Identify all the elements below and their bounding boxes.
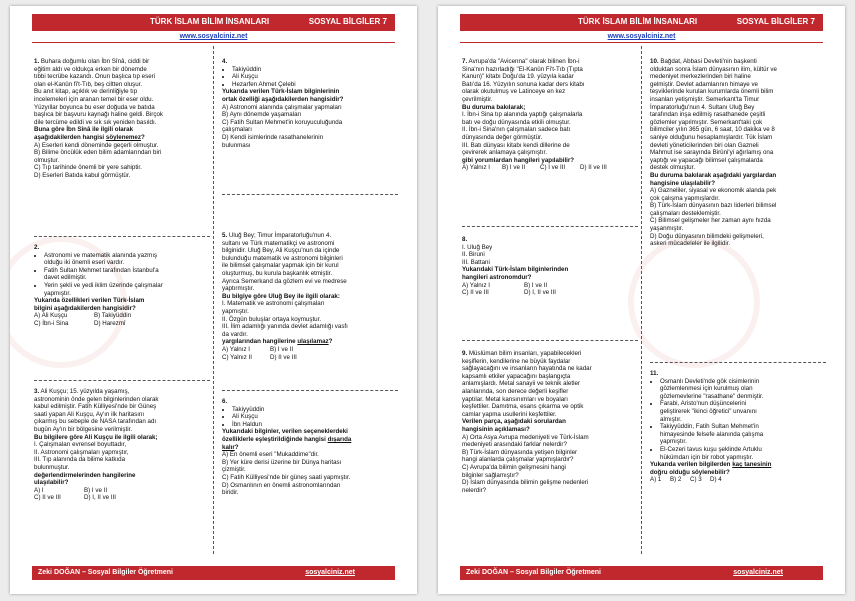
option-a[interactable]: A) 1 xyxy=(650,476,662,484)
option-b[interactable]: B) Türk-İslam dünyasında yetişen bilginler xyxy=(462,448,578,456)
page-footer xyxy=(460,566,823,580)
option-c[interactable]: C) Avrupa'da bilimin gelişmesini hangi xyxy=(462,463,566,471)
footer-site-link[interactable]: sosyalciniz.net xyxy=(305,569,355,576)
question-separator xyxy=(462,226,638,227)
option-d[interactable]: D) İslam dünyasında bilimin gelişme nedenleri xyxy=(462,479,589,487)
header-title: TÜRK İSLAM BİLİM İNSANLARI xyxy=(150,17,270,26)
question-separator xyxy=(462,340,638,341)
option-a[interactable]: A) Astronomi alanında çalışmalar yapmaları xyxy=(222,103,342,111)
option-b[interactable]: B) I ve II xyxy=(270,345,294,353)
site-link[interactable]: www.sosyalciniz.net xyxy=(179,33,248,40)
question-4: 4. • Takiyüddin • Ali Kuşçu • Hezarfen Ahmet Çelebi Yukarıda verilen Türk-İslam bilginlerinin ortak özelliği aşağıdakilerden hangisidir? A) Astronomi alanında çalışmalar yapmaları B) Aynı dönemde yaşamaları C) Fatih Sultan Mehmet'in koruyuculuğunda çalışmaları D) Kendi isimlerinde rasathanelerinin bulunması xyxy=(222,58,398,149)
option-a[interactable]: A) Yalnız I xyxy=(222,345,250,353)
footer-author: Zeki DOĞAN – Sosyal Bilgiler Öğretmeni xyxy=(466,569,601,576)
option-c[interactable]: C) II ve III xyxy=(34,494,61,502)
footer-site-link[interactable]: sosyalciniz.net xyxy=(733,569,783,576)
header-rule xyxy=(460,42,823,43)
option-a[interactable]: A) Yalnız I xyxy=(462,281,490,289)
option-a[interactable]: A) Gazneliler, siyasal ve ekonomik alanda pek xyxy=(650,187,777,195)
header-subject: SOSYAL BİLGİLER 7 xyxy=(736,17,815,26)
question-8: 8. I. Uluğ Bey II. Biruni III. Battani Yukarıdaki Türk-İslam bilginlerinden hangileri astronomdur? A) Yalnız I B) I ve II C) II ve III D) I, II ve III xyxy=(462,236,638,297)
site-link[interactable]: www.sosyalciniz.net xyxy=(607,33,676,40)
option-b[interactable]: B) Türk-İslam dünyasının bazı liderleri bilimsel xyxy=(650,202,777,210)
option-c[interactable]: C) 3 xyxy=(690,476,702,484)
column-divider xyxy=(641,46,642,554)
header-title: TÜRK İSLAM BİLİM İNSANLARI xyxy=(578,17,698,26)
page-footer xyxy=(32,566,395,580)
question-separator xyxy=(222,194,398,195)
question-7: 7. Avrupa'da "Avicenna" olarak bilinen İbn-i Sina'nın hazırladığı "El-Kanûn Fi't-Tıb (Tıpta Kanun)" kitabı Doğu'da 19. yüzyıla kadar Batı'da 16. Yüzyılın sonuna kadar ders kitabı olarak okutulmuş ve Latinceye en kez çevrilmiştir. Bu duruma bakılarak; I. İbn-i Sina tıp alanında yaptığı çalışmalarla batı ve doğu dünyasında etkili olmuştur. II. İbn-i Sina'nın çalışmaları sadece batı dünyasında değer görmüştür. III. Batı dünyası kitabı kendi dillerine de çevirerek anlamaya çalışmıştır. gibi yorumlardan hangileri yapılabilir? A) Yalnız I B) I ve II C) I ve III D) II ve III xyxy=(462,58,638,172)
question-11: 11. • Osmanlı Devleti'nde gök cisimlerinin gözlemlenmesi için kurulmuş olan gözlemevlerine "rasathane" denmiştir. • Farabi, Aristo'nun düşüncelerini geliştirerek "ikinci öğretici" unvanını almıştır. • Takiyyüddin, Fatih Sultan Mehmet'in himayesinde felsefe alanında çalışma yapmıştır. • El-Cezeri tavus kuşu şeklinde Artuklu hükümdarı için bir robot yapmıştır. Yukarıda verilen bilgilerden kaç tanesinin doğru olduğu söylenebilir? A) 1 B) 2 C) 3 D) 4 xyxy=(650,370,826,484)
option-a[interactable]: A) Orta Asya Avrupa medeniyeti ve Türk-İslam xyxy=(462,433,589,441)
footer-author: Zeki DOĞAN – Sosyal Bilgiler Öğretmeni xyxy=(38,569,173,576)
worksheet-page-2 xyxy=(438,6,845,594)
worksheet-page-1 xyxy=(10,6,417,594)
option-d[interactable]: D) II ve III xyxy=(580,164,607,172)
option-d[interactable]: D) I, II ve III xyxy=(524,289,556,297)
question-3: 3. Ali Kuşçu; 15. yüzyılda yaşamış, astronominin önde gelen bilginlerinden olarak kabul edilmiştir. Fatih Külliyesi'nde bir Güneş saati yapan Ali Kuşçu, Ay'ın ilk haritasını çıkarmış bu sebeple de NASA tarafından adı bugün Ay'ın bir bölgesine verilmiştir. Bu bilgilere göre Ali Kuşçu ile ilgili olarak; I. Çalışmaları evrensel boyuttadır, II. Astronomi çalışmaları yapmıştır, III. Tıp alanında da bilime katkıda bulunmuştur. değerlendirmelerinden hangilerine ulaşılabilir? A) I B) I ve II C) II ve III D) I, II ve III xyxy=(34,388,159,502)
option-d[interactable]: D) II ve III xyxy=(270,353,297,361)
option-b[interactable]: B) Yer küre derisi üzerine bir Dünya haritası xyxy=(222,458,342,466)
option-d[interactable]: D) Doğu dünyasının bilimdeki gelişmeleri, xyxy=(650,232,764,240)
option-b[interactable]: B) I ve II xyxy=(502,164,526,172)
watermark-seal xyxy=(628,236,760,368)
option-d[interactable]: D) Harezmî xyxy=(94,319,126,327)
question-1: 1. Buhara doğumlu olan İbn Sînâ, ciddi bir eğitim aldı ve oldukça erken bir dönemde tıbbi tecrübe kazandı. Onun başlıca tıp eseri olan el-Kanûn fi't-Tıb, beş ciltten oluşur. Bu anıt kitap, açıklık ve derinliğiyle tıp incelemeleri için aranan temel bir eser oldu. Yüzyıllar boyunca bu eser doğuda ve batıda başlıca bir başvuru kaynağı haline geldi. Birçok dile tercüme edildi ve sık sık yeniden basıldı. Buna göre İbn Sînâ ile ilgili olarak aşağıdakilerden hangisi söylenemez? A) Eserleri kendi döneminde geçerli olmuştur. B) Bilime öncülük eden bilim adamlarından biri olmuştur. C) Tıp tarihinde önemli bir yere sahiptir. D) Eserleri Batıda kabul görmüştür. xyxy=(34,58,210,180)
option-c[interactable]: C) Bilimsel gelişmeler her zaman aynı hızda xyxy=(650,217,771,225)
option-d[interactable]: D) Osmanlının en önemli astronomlarından xyxy=(222,481,341,489)
question-separator xyxy=(222,390,398,391)
option-a[interactable]: A) Yalnız I xyxy=(462,164,490,172)
option-c[interactable]: C) II ve III xyxy=(462,289,489,297)
option-b[interactable]: B) Takiyüddin xyxy=(94,312,132,320)
question-separator xyxy=(34,380,210,381)
option-b[interactable]: B) 2 xyxy=(670,476,682,484)
option-c[interactable]: C) I ve III xyxy=(540,164,566,172)
option-c[interactable]: C) İbn-i Sina xyxy=(34,319,69,327)
header-rule xyxy=(32,42,395,43)
option-b[interactable]: B) Bilime öncülük eden bilim adamlarından biri xyxy=(34,149,162,157)
question-9: 9. Müslüman bilim insanları, yapabilecekleri keşiflerin, kendilerine ne büyük faydalar sağlayacağını ve insanların hayatında ne kadar kapsamlı etkiler yapacağını başlangıçta anlamışlardı. Metal sanayii ve teknik aletler alanlarında, son derece değerli keşifler yaptılar. Metal kansınımları ve boyaları keşfettiler. Damıtma, esans çıkarma ve optik camlar yapma usullerini keşfettiler. Verilen parça, aşağıdaki sorulardan hangisinin açıklaması? A) Orta Asya Avrupa medeniyeti ve Türk-İslam medeniyeti arasındaki farklar nelerdir? B) Türk-İslam dünyasında yetişen bilginler hangi alanlarda çalışmalar yapmışlardır? C) Avrupa'da bilimin gelişmesini hangi bilginler sağlamıştır? D) İslam dünyasında bilimin gelişme nedenleri nelerdir? xyxy=(462,350,638,494)
question-2: 2. • Astronomi ve matematik alanında yazmış olduğu iki önemli eseri vardır. • Fatih Sultan Mehmet tarafından İstanbul'a davet edilmiştir. • Yerin şekli ve yedi iklim üzerinde çalışmalar yapmıştır. Yukarıda özellikleri verilen Türk-İslam bilgini aşağıdakilerden hangisidir? A) Ali Kuşçu B) Takiyüddin C) İbn-i Sina D) Harezmî xyxy=(34,244,210,328)
option-d[interactable]: D) 4 xyxy=(710,476,722,484)
option-d[interactable]: D) I, II ve III xyxy=(84,494,116,502)
column-divider xyxy=(213,46,214,554)
question-separator xyxy=(650,362,826,363)
question-separator xyxy=(34,236,210,237)
option-b[interactable]: B) I ve II xyxy=(84,486,108,494)
option-c[interactable]: C) Fatih Külliyesi'nde bir güneş saati yapmıştır. xyxy=(222,473,351,481)
question-10: 10. Bağdat, Abbasi Devleti'nin başkenti olduktan sonra İslam dünyasının ilim, kültür ve medeniyet merkezlerinden biri haline gelmiştir. Devlet adamlarının himaye ve teşviklerinde kurulan kurumlarda önemli bilim insanları yetişmiştir. Semerkant'ta Timur İmparatorluğu'nun 4. Sultanı Uluğ Bey tarafından inşa edilmiş rasathanede çeşitli gözlemler yapılmıştır. Semerkant'taki çok bilimciler yılın 365 gün, 6 saat, 10 dakika ve 8 saniye olduğunu hesaplamışlardır. Tük İslam devleti yöneticilerinden biri olan Gazneli Mahmut ise sarayında Birûni'yi ağırlamış ona yaptığı ve yapacağı bilimsel çalışmalarda destek olmuştur. Bu duruma bakılarak aşağıdaki yargılardan hangisine ulaşılabilir? A) Gazneliler, siyasal ve ekonomik alanda pek çok çalışma yapmışlardır. B) Türk-İslam dünyasının bazı liderleri bilimsel çalışmaları desteklemiştir. C) Bilimsel gelişmeler her zaman aynı hızda yaşanmıştır. D) Doğu dünyasının bilimdeki gelişmeleri, askeri mücadeleler ile ilgilidir. xyxy=(650,58,826,248)
option-a[interactable]: A) I xyxy=(34,486,44,494)
question-5: 5. Uluğ Bey; Timur İmparatorluğu'nun 4. sultanı ve Türk matematikçi ve astronomi bilginidir. Uluğ Bey, Ali Kuşçu'nun da içinde bulunduğu matematik ve astronomi bilginleri ile bilimsel çalışmalar yapmak için bir kurul oluşturmuş, bu kurula başkanlık etmiştir. Ayrıca Semerkand da gözlem evi ve medrese yaptırmıştır. Bu bilgiye göre Uluğ Bey ile ilgili olarak: I. Matematik ve astronomi çalışmaları yapmıştır. II. Özgün buluşlar ortaya koymuştur. III. İlim adamlığı yanında devlet adamlığı vasfı da vardır. yargılarından hangilerine ulaşılamaz? A) Yalnız I B) I ve II C) Yalnız II D) II ve III xyxy=(222,232,348,361)
option-d[interactable]: D) Kendi isimlerinde rasathanelerinin xyxy=(222,133,324,141)
option-a[interactable]: A) Eserleri kendi döneminde geçerli olmuştur. xyxy=(34,141,159,149)
header-subject: SOSYAL BİLGİLER 7 xyxy=(308,17,387,26)
option-b[interactable]: B) Aynı dönemde yaşamaları xyxy=(222,111,302,119)
question-6: 6. • Takiyyüddin • Ali Kuşçu • İbn Haldun Yukarıdaki bilginler, verilen seçeneklerdeki özelliklerle eşleştirildiğinde hangisi dışarıda kalır? A) En önemli eseri "Mukaddime"dir. B) Yer küre derisi üzerine bir Dünya haritası çizmiştir. C) Fatih Külliyesi'nde bir güneş saati yapmıştır. D) Osmanlının en önemli astronomlarından biridir. xyxy=(222,398,398,497)
option-c[interactable]: C) Tıp tarihinde önemli bir yere sahiptir. xyxy=(34,164,142,172)
option-c[interactable]: C) Fatih Sultan Mehmet'in koruyuculuğunda xyxy=(222,118,343,126)
option-d[interactable]: D) Eserleri Batıda kabul görmüştür. xyxy=(34,171,131,179)
option-c[interactable]: C) Yalnız II xyxy=(222,353,253,361)
option-a[interactable]: A) En önemli eseri "Mukaddime"dir. xyxy=(222,451,319,459)
option-b[interactable]: B) I ve II xyxy=(524,281,548,289)
page-header xyxy=(32,14,395,31)
page-header xyxy=(460,14,823,31)
option-a[interactable]: A) Ali Kuşçu xyxy=(34,312,68,320)
